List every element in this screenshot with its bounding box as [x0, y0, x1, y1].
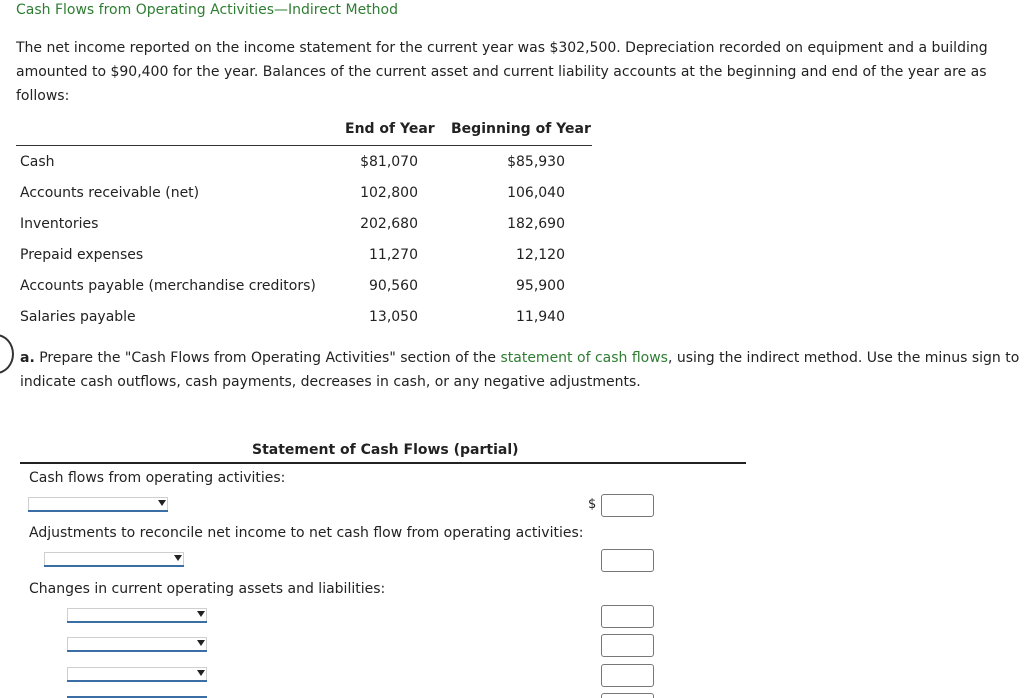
dollar-sign: $ — [588, 497, 597, 512]
change-item-dropdown[interactable] — [67, 608, 207, 623]
table-row-label: Accounts payable (merchandise creditors) — [20, 278, 316, 294]
chevron-down-icon — [174, 555, 182, 561]
table-row-label: Accounts receivable (net) — [20, 185, 200, 201]
statement-title: Statement of Cash Flows (partial) — [252, 442, 519, 458]
col-header-end-of-year: End of Year — [345, 121, 435, 137]
net-income-amount-input[interactable] — [601, 494, 654, 517]
table-cell-end: 90,560 — [369, 278, 418, 294]
change-amount-input[interactable] — [601, 693, 654, 698]
problem-intro: The net income reported on the income statement for the current year was $302,500. Depreciation recorded on equipment and a building amounted to $90,400 for the year. Balances of the current asset and current liability accounts at the beginning and end of the year are as follows: — [16, 40, 988, 104]
page-title: Cash Flows from Operating Activities—Indirect Method — [16, 2, 398, 18]
adjustments-label: Adjustments to reconcile net income to net cash flow from operating activities: — [29, 525, 584, 541]
table-row-label: Prepaid expenses — [20, 247, 144, 263]
table-cell-end: $81,070 — [360, 154, 418, 170]
table-cell-end: 13,050 — [369, 309, 418, 325]
change-amount-input[interactable] — [601, 634, 654, 657]
table-cell-end: 202,680 — [360, 216, 418, 232]
col-header-beginning-of-year: Beginning of Year — [451, 121, 591, 137]
table-cell-end: 102,800 — [360, 185, 418, 201]
part-a-text-before: Prepare the "Cash Flows from Operating Activities" section of the — [34, 350, 501, 366]
change-item-dropdown[interactable] — [67, 667, 207, 682]
chevron-down-icon — [197, 611, 205, 617]
net-income-dropdown[interactable] — [28, 497, 168, 512]
part-a-label: a. — [20, 350, 35, 366]
part-a-text-after: , using the indirect method. Use the minus sign to indicate cash outflows, cash payments, decreases in cash, or any negative adjustments. — [20, 350, 1020, 390]
table-row-label: Salaries payable — [20, 309, 136, 325]
table-header-rule — [16, 145, 592, 146]
chevron-down-icon — [197, 640, 205, 646]
adjustment-dropdown[interactable] — [44, 552, 184, 567]
table-cell-begin: 182,690 — [507, 216, 565, 232]
table-cell-begin: 95,900 — [516, 278, 565, 294]
chevron-down-icon — [158, 500, 166, 506]
table-row-label: Inventories — [20, 216, 99, 232]
statement-of-cash-flows-link[interactable]: statement of cash flows — [500, 350, 668, 366]
table-cell-begin: 12,120 — [516, 247, 565, 263]
table-cell-begin: 11,940 — [516, 309, 565, 325]
change-item-dropdown[interactable] — [67, 694, 207, 698]
change-amount-input[interactable] — [601, 664, 654, 687]
operating-activities-label: Cash flows from operating activities: — [29, 470, 286, 486]
table-row-label: Cash — [20, 154, 55, 170]
step-marker-circle — [0, 334, 14, 374]
table-cell-end: 11,270 — [369, 247, 418, 263]
table-cell-begin: 106,040 — [507, 185, 565, 201]
part-a-instructions — [20, 346, 1020, 394]
change-amount-input[interactable] — [601, 605, 654, 628]
chevron-down-icon — [197, 670, 205, 676]
table-cell-begin: $85,930 — [507, 154, 565, 170]
changes-label: Changes in current operating assets and liabilities: — [29, 581, 386, 597]
statement-title-rule — [20, 462, 746, 464]
adjustment-amount-input[interactable] — [601, 549, 654, 572]
change-item-dropdown[interactable] — [67, 637, 207, 652]
